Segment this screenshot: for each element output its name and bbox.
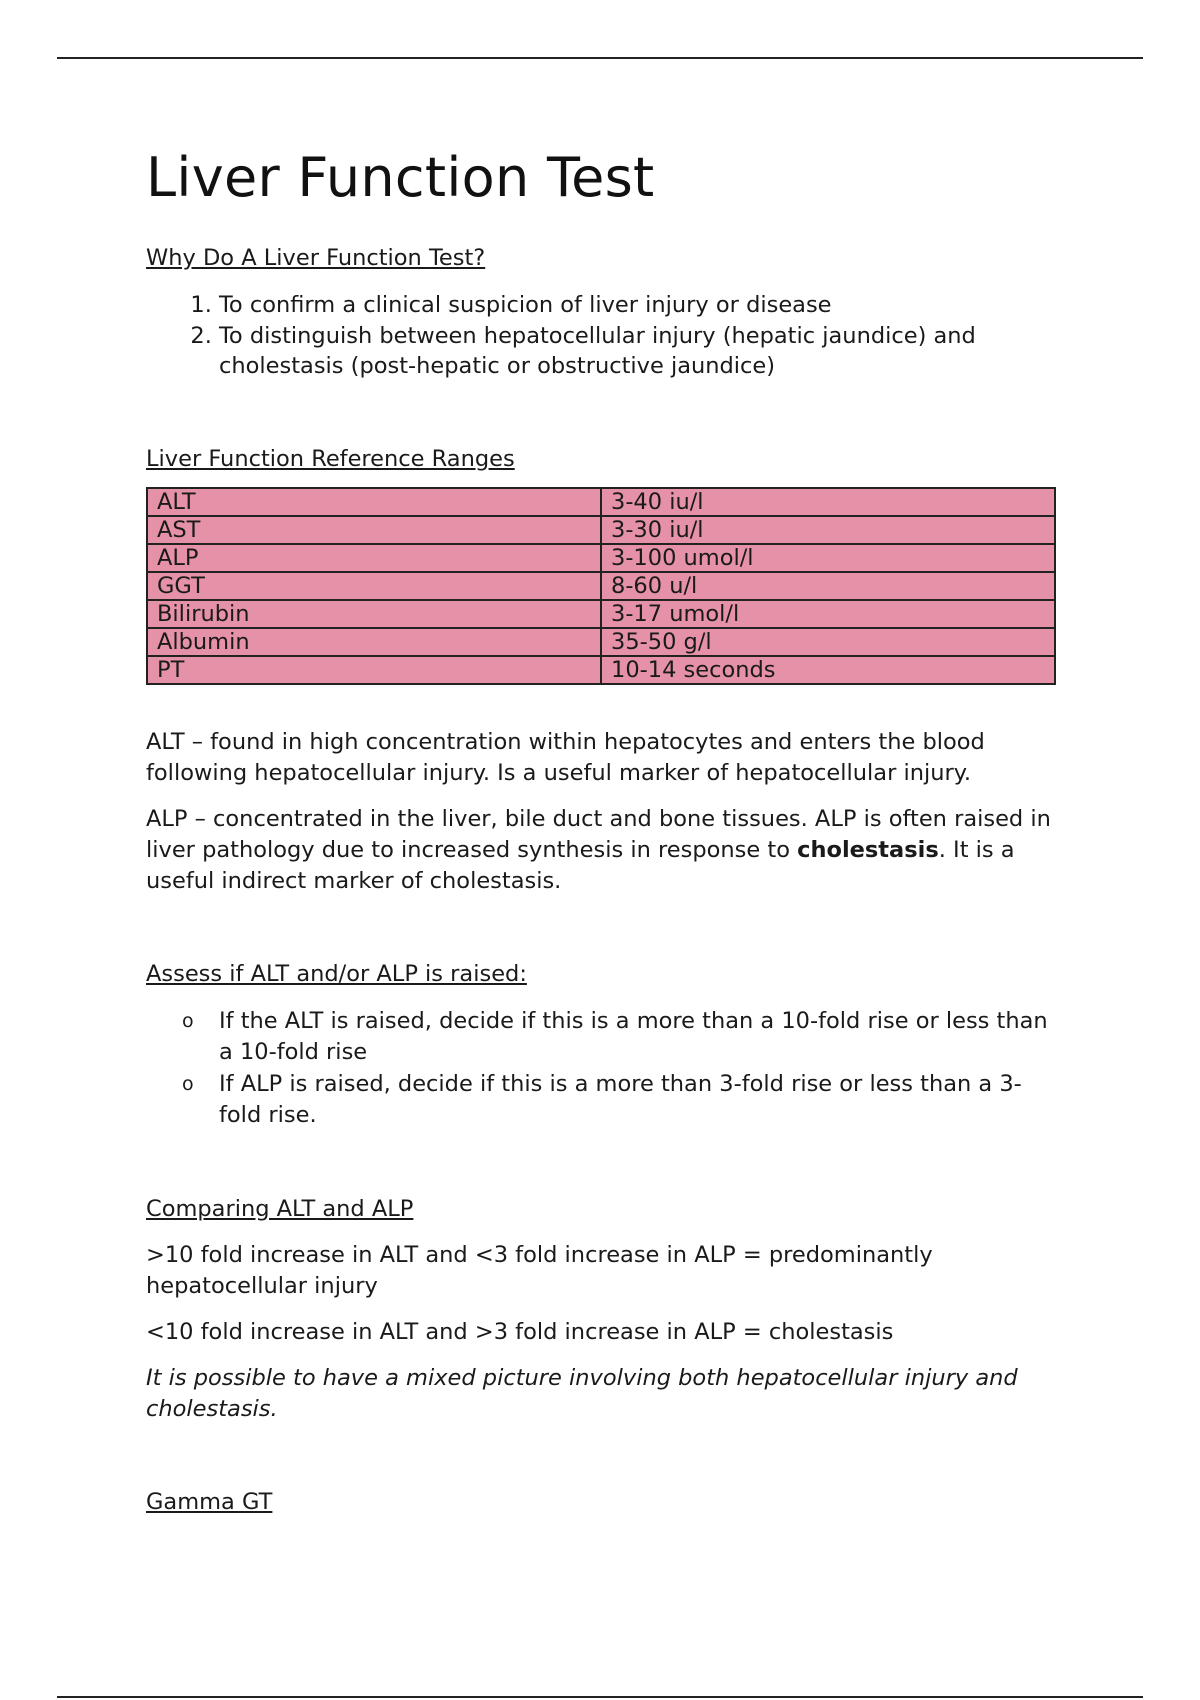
why-item-2: 2. To distinguish between hepatocellular injury (hepatic jaundice) and cholestasis (post-hepatic or obstructive jaundice) bbox=[219, 321, 1058, 382]
assess-heading: Assess if ALT and/or ALP is raised: bbox=[146, 960, 527, 987]
gamma-gt-heading: Gamma GT bbox=[146, 1488, 273, 1515]
why-item-1: 1. To confirm a clinical suspicion of liver injury or disease bbox=[219, 290, 1058, 321]
document-body bbox=[146, 140, 1058, 1518]
why-list bbox=[146, 290, 1058, 382]
assess-item-2 bbox=[182, 1069, 1058, 1132]
table-row bbox=[147, 544, 1055, 572]
compare-note: It is possible to have a mixed picture involving both hepatocellular injury and cholestasis. bbox=[146, 1364, 1018, 1422]
range-cell: 10-14 seconds bbox=[601, 656, 1055, 684]
top-rule bbox=[57, 57, 1143, 59]
compare-line-2: <10 fold increase in ALT and >3 fold increase in ALP = cholestasis bbox=[146, 1318, 894, 1345]
table-row bbox=[147, 488, 1055, 516]
range-cell: 3-40 iu/l bbox=[601, 488, 1055, 516]
page-title: Liver Function Test bbox=[146, 146, 655, 209]
alp-text-end: . It is a useful indirect marker of cholestasis. bbox=[146, 836, 1015, 894]
bottom-rule bbox=[57, 1696, 1143, 1698]
range-cell: 35-50 g/l bbox=[601, 628, 1055, 656]
alp-text-bold: cholestasis bbox=[797, 836, 939, 863]
alp-text-start: ALP – concentrated in the liver, bile duct and bone tissues. ALP is often raised in liver pathology due to increased synthesis in response to bbox=[146, 805, 1051, 863]
range-cell: 8-60 u/l bbox=[601, 572, 1055, 600]
why-heading: Why Do A Liver Function Test? bbox=[146, 245, 486, 271]
compare-heading: Comparing ALT and ALP bbox=[146, 1195, 414, 1222]
table-row bbox=[147, 516, 1055, 544]
table-row bbox=[147, 656, 1055, 684]
alt-paragraph: ALT – found in high concentration within hepatocytes and enters the blood following hepatocellular injury. Is a useful marker of hepatocellular injury. bbox=[146, 728, 985, 786]
bullet-marker: o bbox=[182, 1072, 194, 1095]
test-name-cell: Bilirubin bbox=[147, 600, 601, 628]
ranges-heading: Liver Function Reference Ranges bbox=[146, 445, 515, 472]
assess-item-text: If ALP is raised, decide if this is a more than 3-fold rise or less than a 3-fold rise. bbox=[219, 1070, 1022, 1128]
alp-paragraph bbox=[146, 804, 1058, 897]
bullet-marker: o bbox=[182, 1009, 194, 1032]
table-row bbox=[147, 600, 1055, 628]
assess-item-text: If the ALT is raised, decide if this is a more than a 10-fold rise or less than a 10-fold rise bbox=[219, 1007, 1048, 1065]
range-cell: 3-30 iu/l bbox=[601, 516, 1055, 544]
table-row bbox=[147, 628, 1055, 656]
test-name-cell: AST bbox=[147, 516, 601, 544]
table-row bbox=[147, 572, 1055, 600]
assess-list bbox=[146, 1006, 1058, 1132]
test-name-cell: GGT bbox=[147, 572, 601, 600]
test-name-cell: PT bbox=[147, 656, 601, 684]
compare-line-1: >10 fold increase in ALT and <3 fold increase in ALP = predominantly hepatocellular injury bbox=[146, 1241, 933, 1299]
test-name-cell: ALP bbox=[147, 544, 601, 572]
reference-ranges-table bbox=[146, 487, 1056, 685]
assess-item-1 bbox=[182, 1006, 1058, 1069]
range-cell: 3-17 umol/l bbox=[601, 600, 1055, 628]
test-name-cell: Albumin bbox=[147, 628, 601, 656]
range-cell: 3-100 umol/l bbox=[601, 544, 1055, 572]
test-name-cell: ALT bbox=[147, 488, 601, 516]
